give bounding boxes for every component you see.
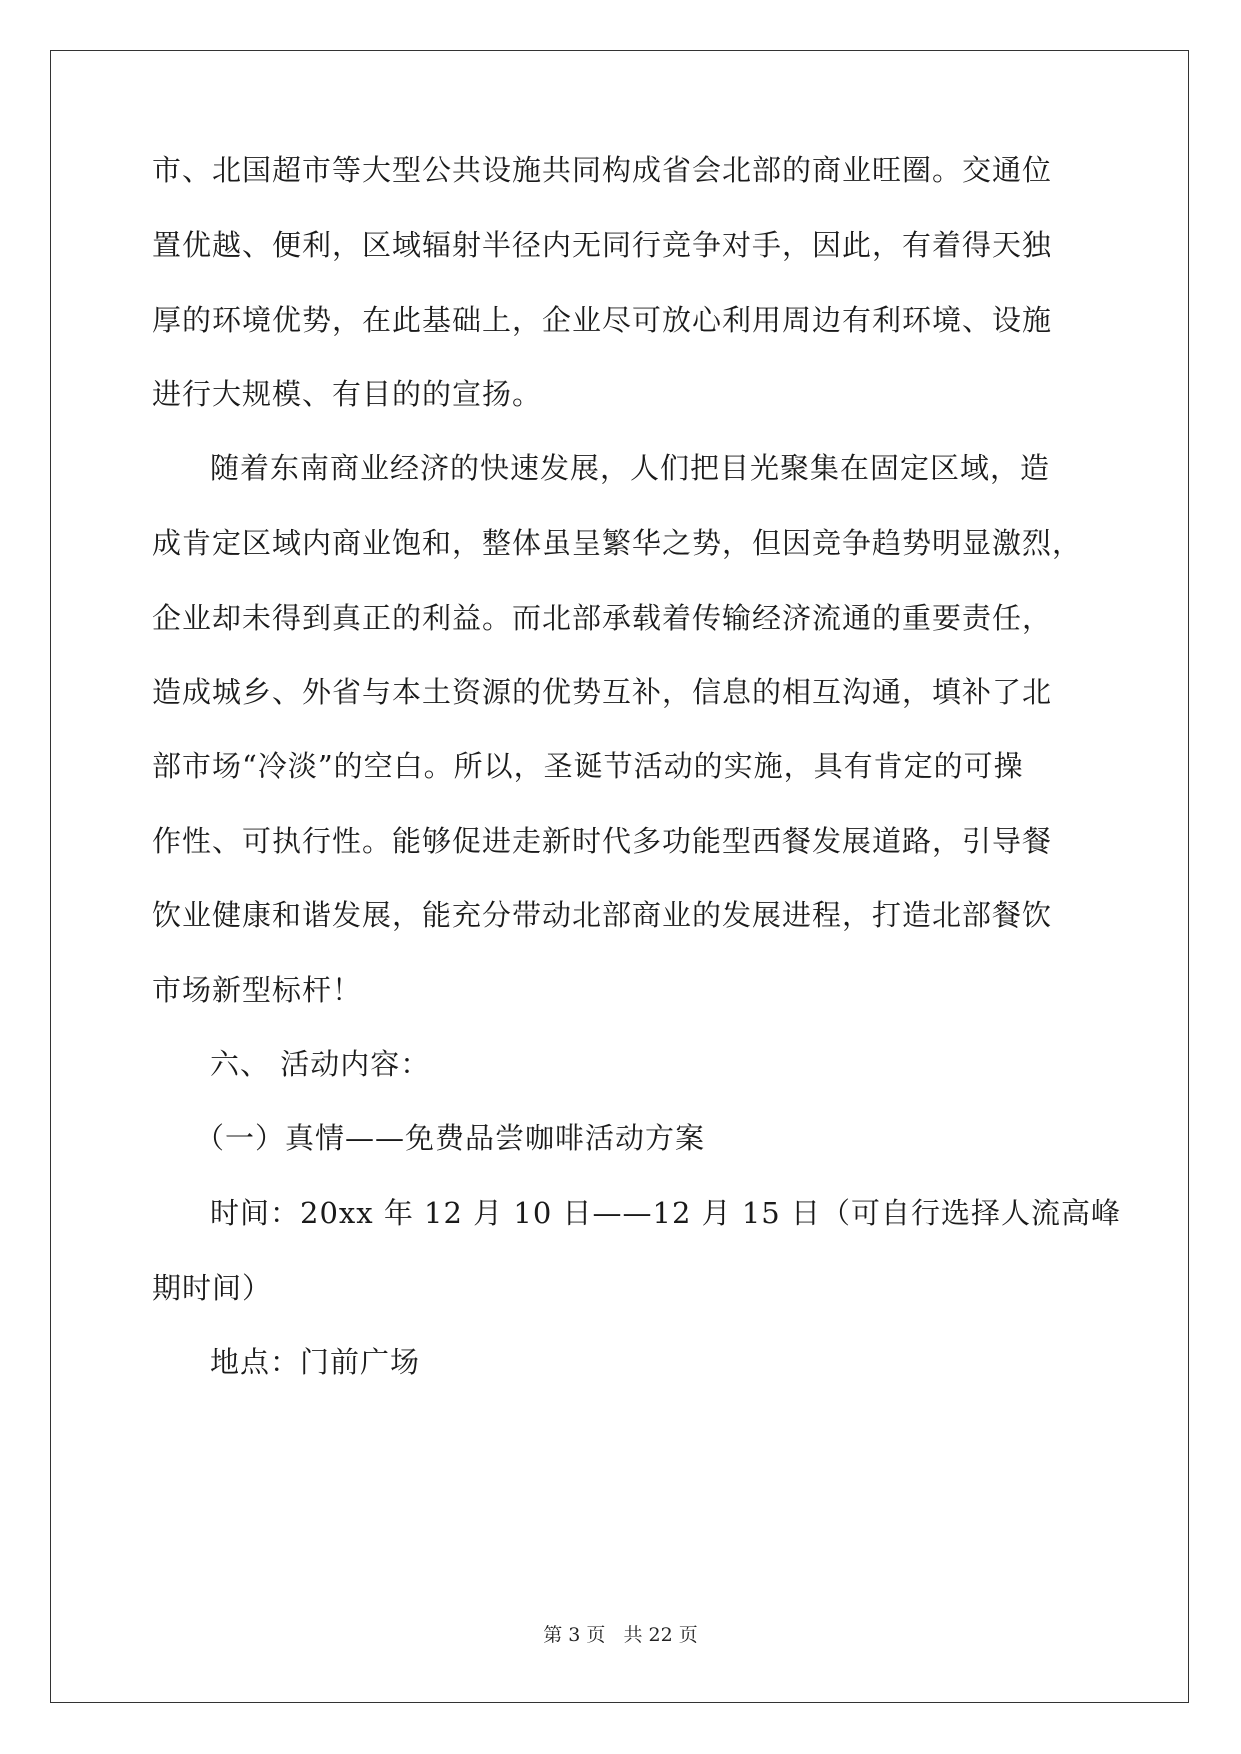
paragraph-start-line: 随着东南商业经济的快速发展，人们把目光聚集在固定区域，造 [210, 451, 1051, 485]
text-line: 企业却未得到真正的利益。而北部承载着传输经济流通的重要责任， [152, 601, 1053, 635]
page-number-total: 共 22 页 [623, 1624, 698, 1646]
text-line: 厚的环境优势，在此基础上，企业尽可放心利用周边有利环境、设施 [152, 303, 1053, 337]
text-line: 期时间） [152, 1271, 273, 1305]
text-line: 成肯定区域内商业饱和，整体虽呈繁华之势，但因竞争趋势明显激烈， [152, 526, 1083, 560]
page-number-current: 第 3 页 [543, 1624, 606, 1646]
text-line: 饮业健康和谐发展，能充分带动北部商业的发展进程，打造北部餐饮 [152, 898, 1053, 932]
text-line: 造成城乡、外省与本土资源的优势互补，信息的相互沟通，填补了北 [152, 675, 1053, 709]
text-line: 市、北国超市等大型公共设施共同构成省会北部的商业旺圈。交通位 [152, 153, 1053, 187]
time-line: 时间：20xx 年 12 月 10 日——12 月 15 日（可自行选择人流高峰 [210, 1196, 1121, 1230]
text-line: 部市场“冷淡”的空白。所以，圣诞节活动的实施，具有肯定的可操 [152, 749, 1024, 783]
section-heading: 六、 活动内容： [210, 1047, 431, 1081]
page-frame [50, 50, 1189, 1703]
text-line: 置优越、便利，区域辐射半径内无同行竞争对手，因此，有着得天独 [152, 228, 1053, 262]
text-line: 作性、可执行性。能够促进走新时代多功能型西餐发展道路，引导餐 [152, 824, 1053, 858]
page-footer [0, 1623, 1241, 1647]
text-line: 进行大规模、有目的的宣扬。 [152, 377, 543, 411]
location-line: 地点：门前广场 [210, 1345, 421, 1379]
text-line: 市场新型标杆！ [152, 973, 363, 1007]
subsection-heading: （一）真情——免费品尝咖啡活动方案 [195, 1121, 706, 1155]
